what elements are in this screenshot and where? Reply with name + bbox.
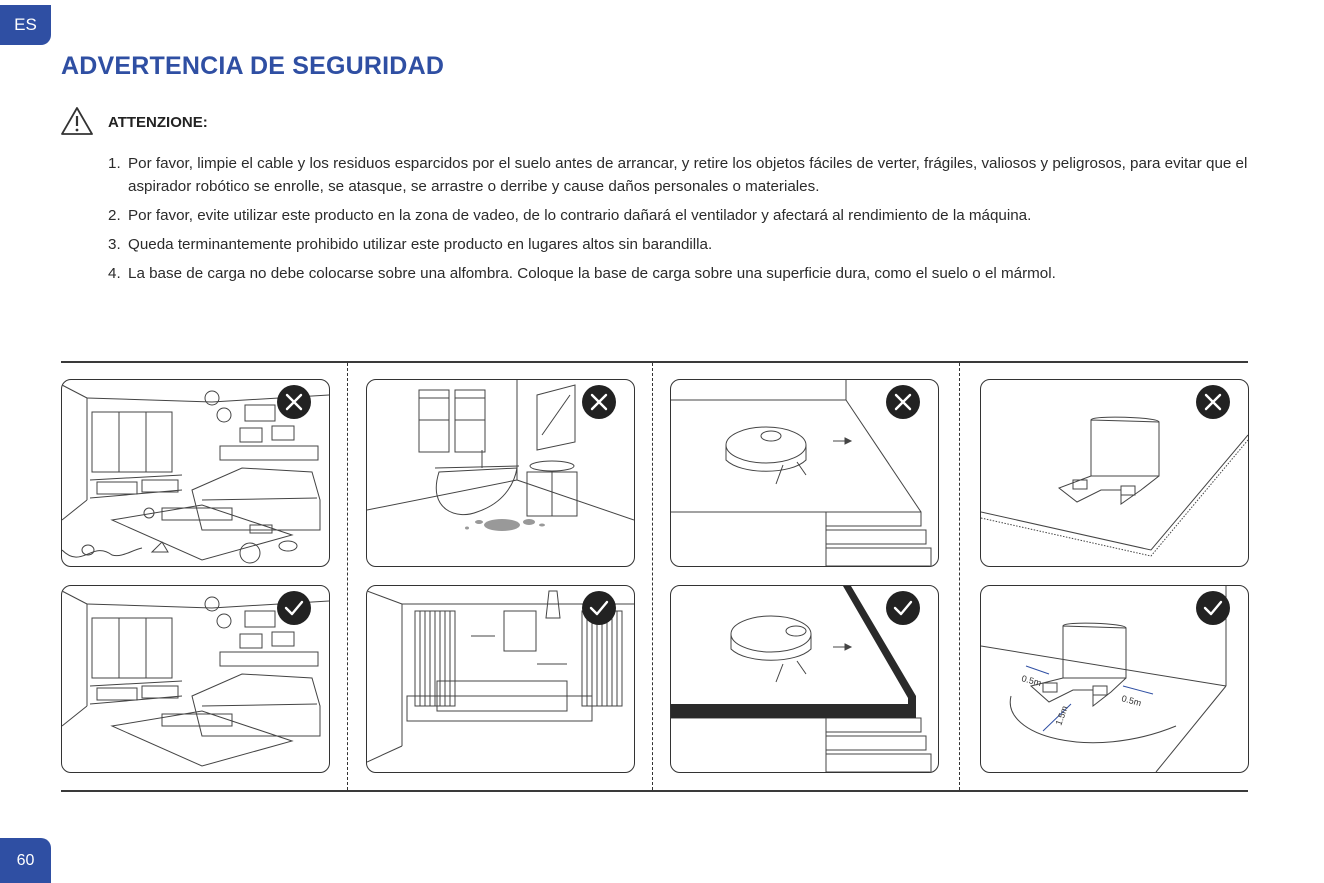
illustration-base-with-clearance [980, 585, 1249, 773]
illustration-cluttered-living-room [61, 379, 330, 567]
list-item: 4. La base de carga no debe colocarse sobre una alfombra. Coloque la base de carga sobre una superficie dura, como el suelo o el mármol. [108, 265, 1056, 282]
top-rule [61, 361, 1248, 363]
language-tab: ES [0, 5, 51, 45]
safety-list [108, 152, 1258, 291]
illustration-stairs-without-railing [670, 379, 939, 567]
list-item: 2. Por favor, evite utilizar este producto en la zona de vadeo, de lo contrario dañará el ventilador y afectará al rendimiento de la máquina. [108, 207, 1032, 224]
column-divider [652, 363, 653, 790]
illustration-tidy-living-room [61, 585, 330, 773]
page-title: ADVERTENCIA DE SEGURIDAD [61, 52, 445, 80]
illustration-stairs-with-railing [670, 585, 939, 773]
correct-badge [582, 591, 616, 625]
wrong-badge [277, 385, 311, 419]
checkmark-icon [886, 591, 920, 625]
illustration-dry-living-room [366, 585, 635, 773]
list-item: 3. Queda terminantemente prohibido utilizar este producto en lugares altos sin barandilla. [108, 236, 713, 253]
cross-icon [582, 385, 616, 419]
checkmark-icon [1196, 591, 1230, 625]
wrong-badge [1196, 385, 1230, 419]
wrong-badge [886, 385, 920, 419]
correct-badge [1196, 591, 1230, 625]
warning-label: ATTENZIONE: [108, 114, 208, 131]
cross-icon [1196, 385, 1230, 419]
page-number: 60 [0, 838, 51, 883]
clearance-front-label: 1.5m [1053, 704, 1070, 727]
correct-badge [886, 591, 920, 625]
bottom-rule [61, 790, 1248, 792]
list-item: 1. Por favor, limpie el cable y los residuos esparcidos por el suelo antes de arrancar, y retire los objetos fáciles de verter, frágiles, valiosos y peligrosos, para evitar que el aspirador robótico se enrolle, se atasque, se arrastre o derribe y cause daños personales o materiales. [108, 155, 1248, 195]
illustration-wet-bathroom-floor [366, 379, 635, 567]
clearance-left-label: 0.5m [1020, 673, 1043, 689]
column-divider [347, 363, 348, 790]
correct-badge [277, 591, 311, 625]
checkmark-icon [582, 591, 616, 625]
cross-icon [277, 385, 311, 419]
cross-icon [886, 385, 920, 419]
warning-triangle-icon [60, 106, 94, 136]
column-divider [959, 363, 960, 790]
checkmark-icon [277, 591, 311, 625]
illustration-base-on-carpet [980, 379, 1249, 567]
wrong-badge [582, 385, 616, 419]
clearance-right-label: 0.5m [1120, 693, 1143, 709]
